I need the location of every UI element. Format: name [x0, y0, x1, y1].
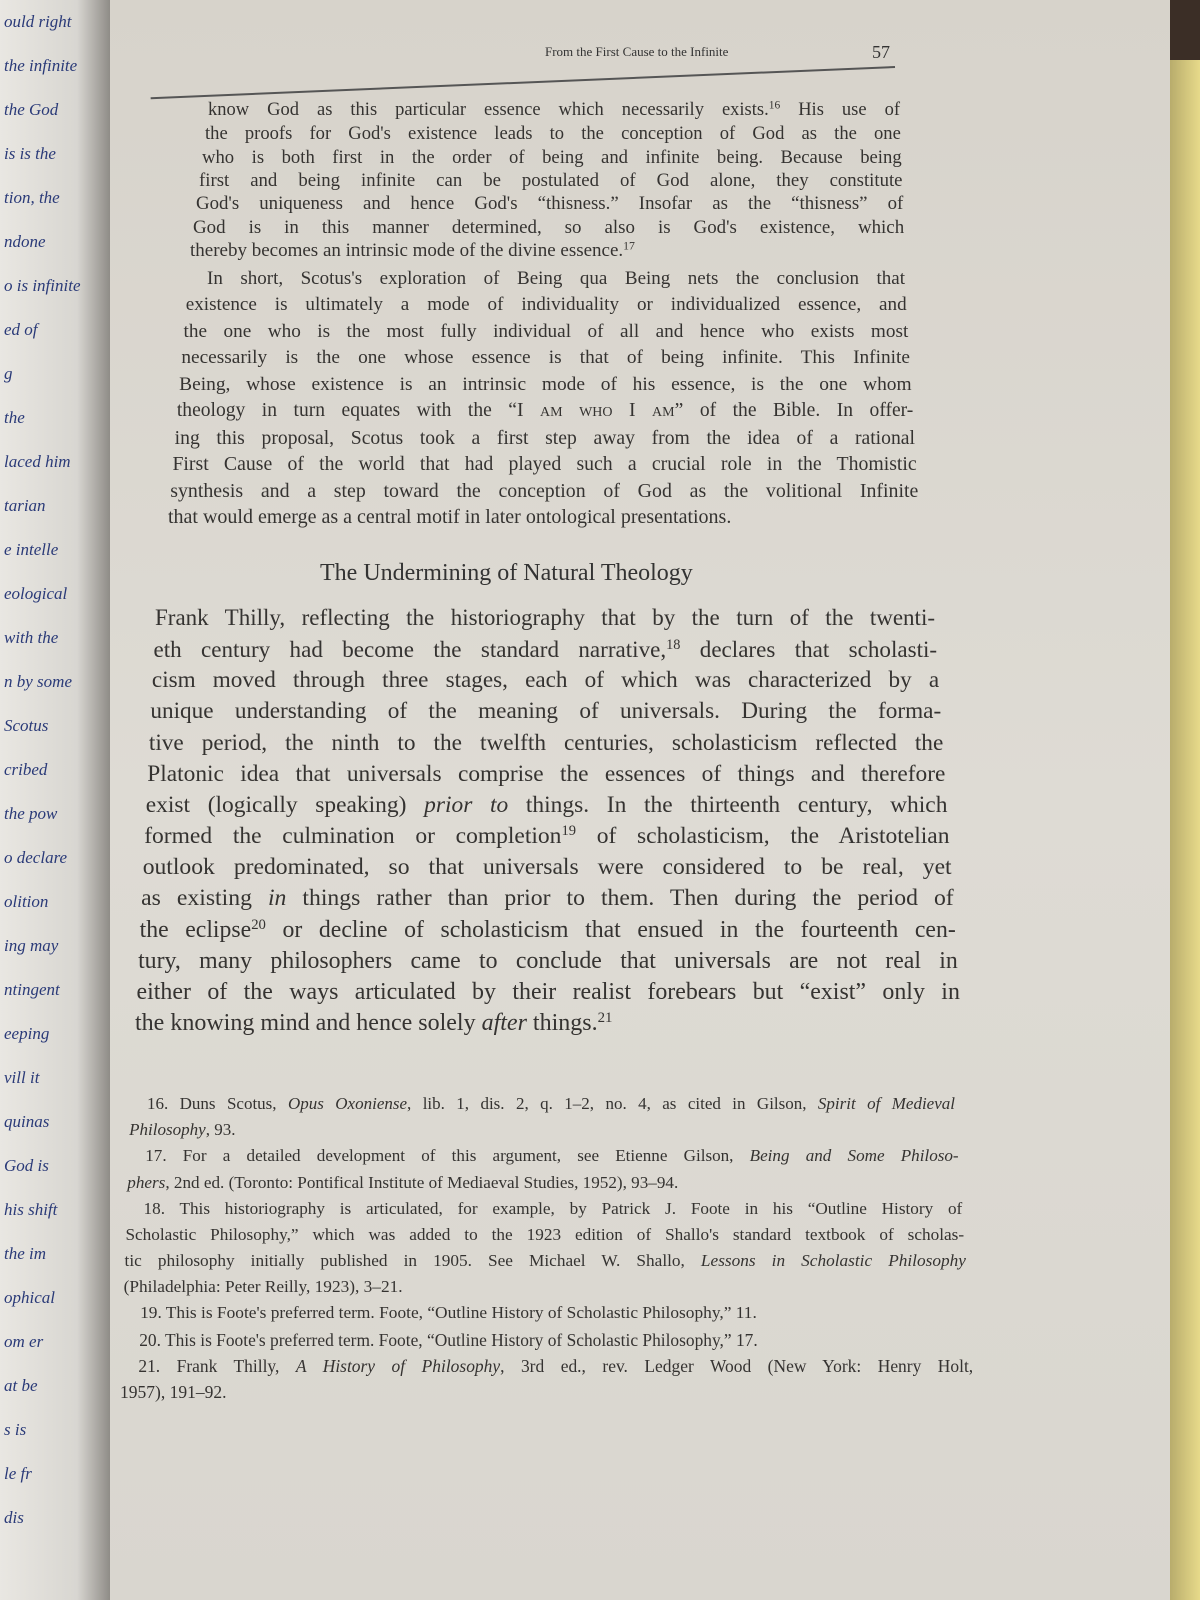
body-line: either of the ways articulated by their realist forebears but “exist” only in [136, 978, 960, 1005]
footnote-line: phers, 2nd ed. (Toronto: Pontifical Institute of Mediaeval Studies, 1952), 93–94. [127, 1172, 679, 1192]
body-line: Being, whose existence is an intrinsic mode of his essence, is the one whom [179, 373, 912, 395]
facing-page-text: ndone [4, 232, 46, 251]
footnote-line: Scholastic Philosophy,” which was added to the 1923 edition of Shallo's standard textbook of scholas- [125, 1224, 965, 1244]
body-line: that would emerge as a central motif in later ontological presentations. [168, 506, 732, 528]
footnote-line: 1957), 191–92. [120, 1382, 227, 1402]
section-heading: The Undermining of Natural Theology [320, 560, 693, 586]
book-cover-edge [1170, 60, 1200, 1600]
body-line: outlook predominated, so that universals were considered to be real, yet [142, 854, 952, 881]
facing-page-text: eological [4, 584, 68, 603]
facing-page-text: le fr [4, 1464, 32, 1483]
facing-page-text: laced him [4, 452, 71, 471]
body-line: first and being infinite can be postulated of God alone, they constitute [199, 170, 903, 191]
facing-page-text: o declare [4, 848, 68, 867]
facing-page-text: at be [4, 1376, 38, 1395]
facing-page-text: eeping [4, 1024, 50, 1043]
facing-page-text: the infinite [4, 56, 78, 75]
body-line: In short, Scotus's exploration of Being qua Being nets the conclusion that [188, 268, 905, 289]
page-number: 57 [872, 42, 890, 62]
facing-page-text: om er [4, 1332, 44, 1351]
facing-page-text: n by some [4, 672, 72, 691]
facing-page-text: the im [4, 1244, 47, 1263]
body-line: as existing in things rather than prior to them. Then during the period of [141, 885, 954, 912]
facing-page-text: tarian [4, 496, 46, 515]
facing-page-text: cribed [4, 760, 48, 779]
body-line: formed the culmination or completion$^{19}$ of scholasticism, the Aristotelian [144, 823, 950, 850]
footnote-line: 20. This is Foote's preferred term. Foote, “Outline History of Scholastic Philosophy,” 17. [121, 1329, 758, 1350]
facing-page-text: his shift [4, 1200, 58, 1219]
facing-page-text: quinas [4, 1112, 50, 1131]
facing-page-text: is is the [4, 144, 56, 163]
facing-page-text: s is [4, 1420, 27, 1439]
running-head: From the First Cause to the Infinite [545, 44, 729, 59]
facing-page-text: tion, the [4, 188, 60, 207]
facing-page-text: ing may [4, 936, 59, 955]
facing-page-text: the God [4, 100, 59, 119]
footnote-line: 18. This historiography is articulated, for example, by Patrick J. Foote in his “Outline History of [126, 1198, 963, 1218]
facing-page-text: ntingent [4, 980, 60, 999]
footnote-line: 19. This is Foote's preferred term. Foote, “Outline History of Scholastic Philosophy,” 11. [122, 1303, 757, 1323]
body-line: the knowing mind and hence solely after things.$^{21}$ [135, 1009, 613, 1036]
body-line: theology in turn equates with the “I am who I am” of the Bible. In offer- [176, 400, 914, 422]
facing-page-text: ould right [4, 12, 72, 31]
body-line: synthesis and a step toward the conception of God as the volitional Infinite [170, 479, 919, 502]
facing-page [0, 0, 110, 1600]
facing-page-text: olition [4, 892, 49, 911]
body-line: necessarily is the one whose essence is that of being infinite. This Infinite [181, 347, 910, 369]
footnote-line: 16. Duns Scotus, Opus Oxoniense, lib. 1, dis. 2, q. 1–2, no. 4, as cited in Gilson, Spirit of Medieval [130, 1094, 955, 1113]
body-line: Frank Thilly, reflecting the historiography that by the turn of the twenti- [155, 605, 935, 630]
facing-page-text: e intelle [4, 540, 59, 559]
facing-page-text: ophical [4, 1288, 55, 1307]
facing-page-text: Scotus [4, 716, 49, 735]
body-line: tury, many philosophers came to conclude that universals are not real in [138, 947, 958, 974]
body-line: God's uniqueness and hence God's “thisness.” Insofar as the “thisness” of [196, 193, 904, 215]
book-page [110, 0, 1170, 1600]
body-line: existence is ultimately a mode of individuality or individualized essence, and [185, 294, 907, 316]
body-line: exist (logically speaking) prior to things. In the thirteenth century, which [145, 791, 948, 818]
body-line: unique understanding of the meaning of universals. During the forma- [150, 698, 942, 725]
facing-page-text: o is infinite [4, 276, 81, 295]
body-line: eth century had become the standard narrative,$^{18}$ declares that scholasti- [153, 636, 938, 663]
body-line: ing this proposal, Scotus took a first step away from the idea of a rational [174, 426, 915, 449]
body-line: the proofs for God's existence leads to the conception of God as the one [205, 123, 901, 145]
body-line: the eclipse$^{20}$ or decline of scholasticism that ensued in the fourteenth cen- [139, 916, 956, 943]
facing-page-text: g [4, 364, 13, 383]
body-line: the one who is the most fully individual of all and hence who exists most [183, 320, 909, 342]
facing-page-text: with the [4, 628, 59, 647]
facing-page-text: the [4, 408, 25, 427]
facing-page-text: dis [4, 1508, 24, 1527]
facing-page-text: vill it [4, 1068, 40, 1087]
body-line: cism moved through three stages, each of which was characterized by a [151, 667, 940, 694]
body-line: Platonic idea that universals comprise the essences of things and therefore [147, 760, 946, 787]
facing-page-text: ed of [4, 320, 38, 339]
body-line: tive period, the ninth to the twelfth centuries, scholasticism reflected the [148, 729, 944, 756]
body-line: God is in this manner determined, so also is God's existence, which [193, 216, 905, 238]
body-line: know God as this particular essence which necessarily exists.$^{16}$ His use of [208, 99, 900, 120]
facing-page-text: God is [4, 1156, 49, 1175]
header-rule [151, 66, 895, 99]
body-line: First Cause of the world that had played such a crucial role in the Thomistic [172, 453, 917, 476]
body-line: thereby becomes an intrinsic mode of the divine essence.$^{17}$ [190, 239, 635, 261]
footnote-line: tic philosophy initially published in 1905. See Michael W. Shallo, Lessons in Scholastic Philosophy [124, 1251, 966, 1271]
footnote-line: 17. For a detailed development of this argument, see Etienne Gilson, Being and Some Philoso- [128, 1146, 959, 1166]
footnote-line: Philosophy, 93. [129, 1120, 236, 1140]
facing-page-text: the pow [4, 804, 58, 823]
footnote-line: (Philadelphia: Peter Reilly, 1923), 3–21. [123, 1277, 403, 1297]
body-line: who is both first in the order of being and infinite being. Because being [202, 146, 902, 168]
footnote-line: 21. Frank Thilly, A History of Philosophy, 3rd ed., rev. Ledger Wood (New York: Henry Holt, [120, 1355, 974, 1376]
